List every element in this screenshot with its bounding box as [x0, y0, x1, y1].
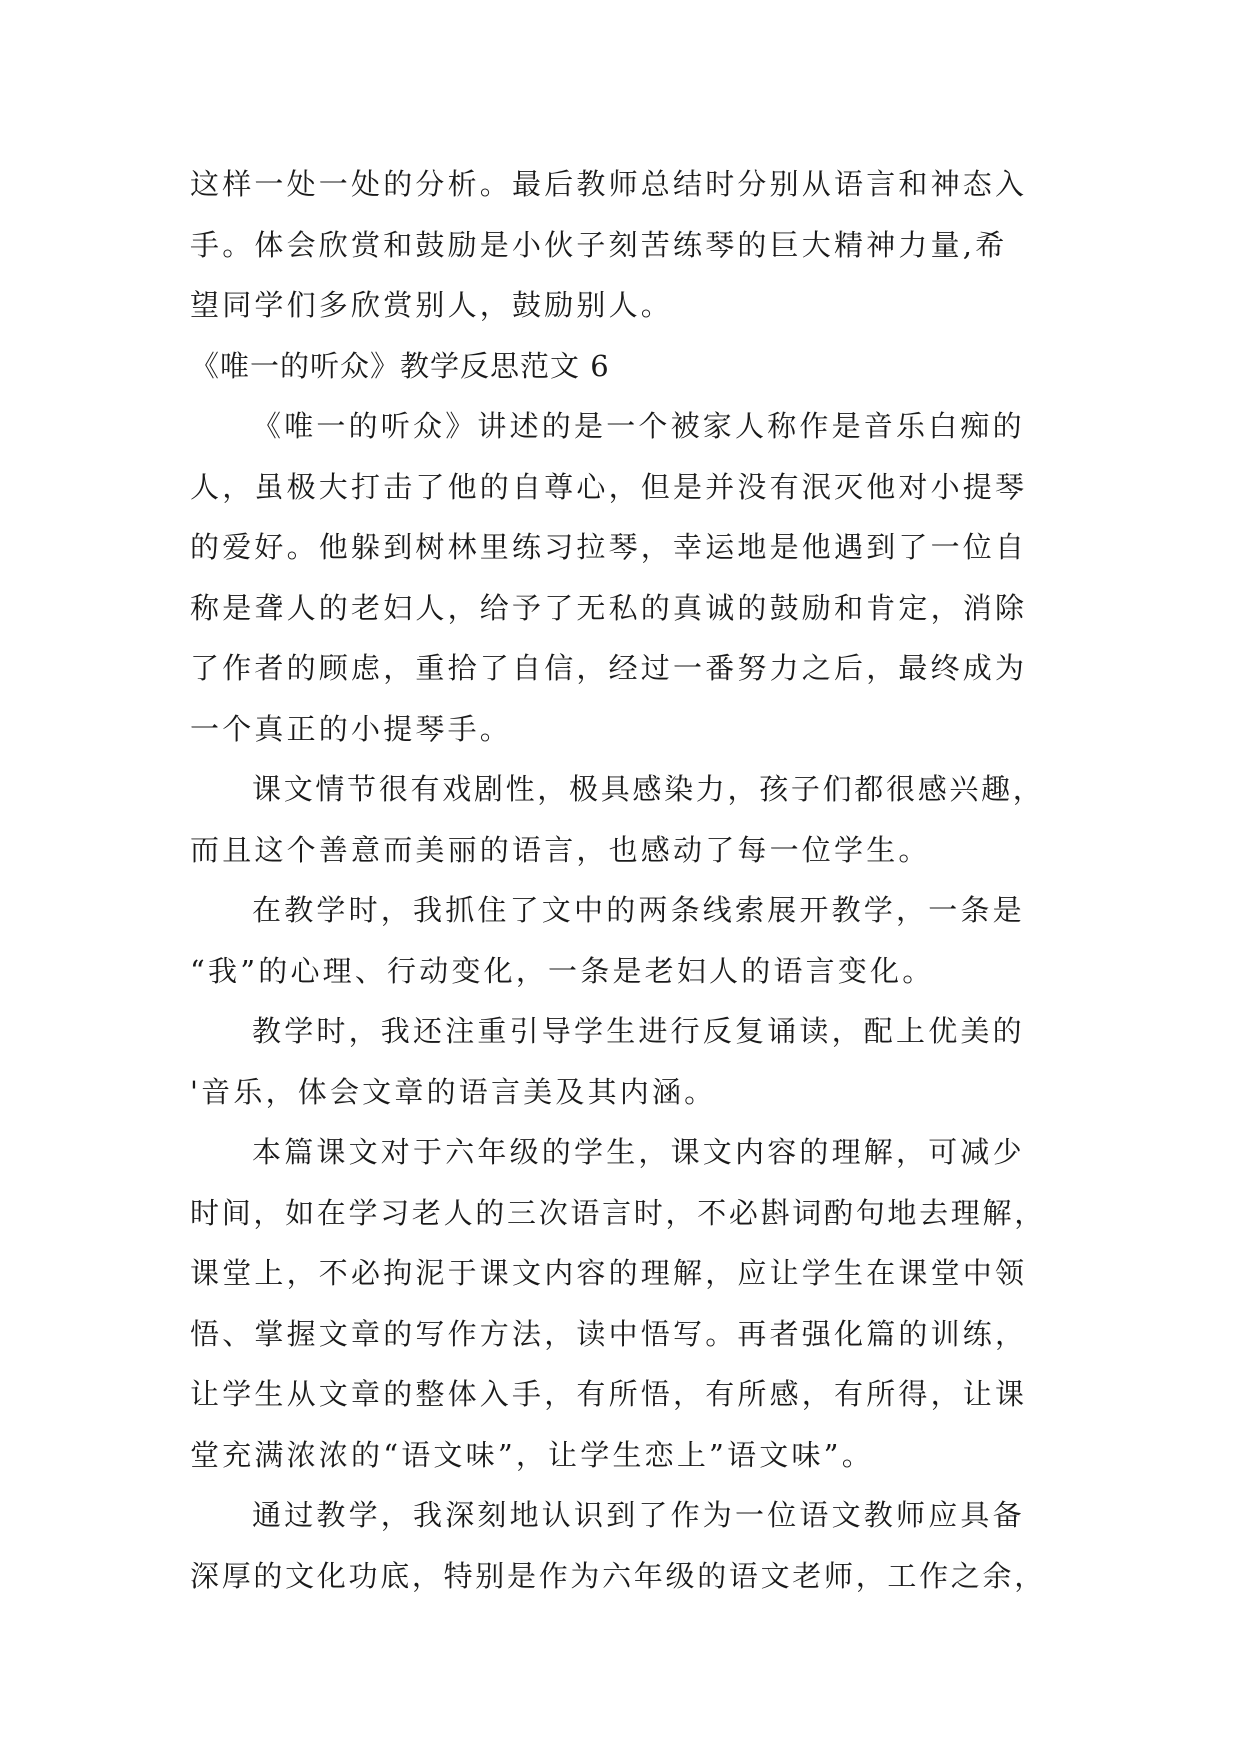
document-body: [190, 154, 1050, 1606]
paragraph-line: 通过教学，我深刻地认识到了作为一位语文教师应具备: [252, 1498, 1025, 1532]
paragraph-line: 深厚的文化功底，特别是作为六年级的语文老师，工作之余，: [190, 1558, 1046, 1593]
paragraph-line: 而且这个善意而美丽的语言，也感动了每一位学生。: [190, 832, 931, 867]
paragraph-line: 教学时，我还注重引导学生进行反复诵读，配上优美的: [252, 1014, 1025, 1048]
paragraph-line: 手。体会欣赏和鼓励是小伙子刻苦练琴的巨大精神力量,希: [190, 227, 1008, 262]
paragraph-line: 堂充满浓浓的“语文味”，让学生恋上”语文味”。: [190, 1437, 874, 1472]
paragraph-line: '音乐，体会文章的语言美及其内涵。: [190, 1074, 717, 1109]
paragraph-line: 悟、掌握文章的写作方法，读中悟写。再者强化篇的训练，: [190, 1316, 1028, 1351]
paragraph-line: 称是聋人的老妇人，给予了无私的真诚的鼓励和肯定，消除: [190, 590, 1028, 625]
paragraph-line: 课文情节很有戏剧性，极具感染力，孩子们都很感兴趣，: [252, 772, 1045, 806]
paragraph-line: 本篇课文对于六年级的学生，课文内容的理解，可减少: [252, 1135, 1025, 1169]
paragraph-line: 人，虽极大打击了他的自尊心，但是并没有泯灭他对小提琴: [190, 469, 1028, 504]
paragraph-line: “我”的心理、行动变化，一条是老妇人的语言变化。: [190, 953, 935, 988]
section-title: 《唯一的听众》教学反思范文 6: [190, 348, 610, 383]
paragraph-line: 了作者的顾虑，重拾了自信，经过一番努力之后，最终成为: [190, 651, 1028, 685]
paragraph-line: 课堂上，不必拘泥于课文内容的理解，应让学生在课堂中领: [190, 1256, 1028, 1290]
paragraph-line: 望同学们多欣赏别人，鼓励别人。: [190, 288, 674, 322]
paragraph-line: 时间，如在学习老人的三次语言时，不必斟词酌句地去理解，: [190, 1195, 1046, 1230]
paragraph-line: 《唯一的听众》讲述的是一个被家人称作是音乐白痴的: [252, 409, 1025, 443]
paragraph-line: 在教学时，我抓住了文中的两条线索展开教学，一条是: [252, 893, 1025, 927]
paragraph-line: 让学生从文章的整体入手，有所悟，有所感，有所得，让课: [190, 1377, 1028, 1411]
paragraph-line: 一个真正的小提琴手。: [190, 711, 513, 746]
paragraph-line: 这样一处一处的分析。最后教师总结时分别从语言和神态入: [190, 167, 1028, 201]
paragraph-line: 的爱好。他躲到树林里练习拉琴，幸运地是他遇到了一位自: [190, 530, 1028, 564]
